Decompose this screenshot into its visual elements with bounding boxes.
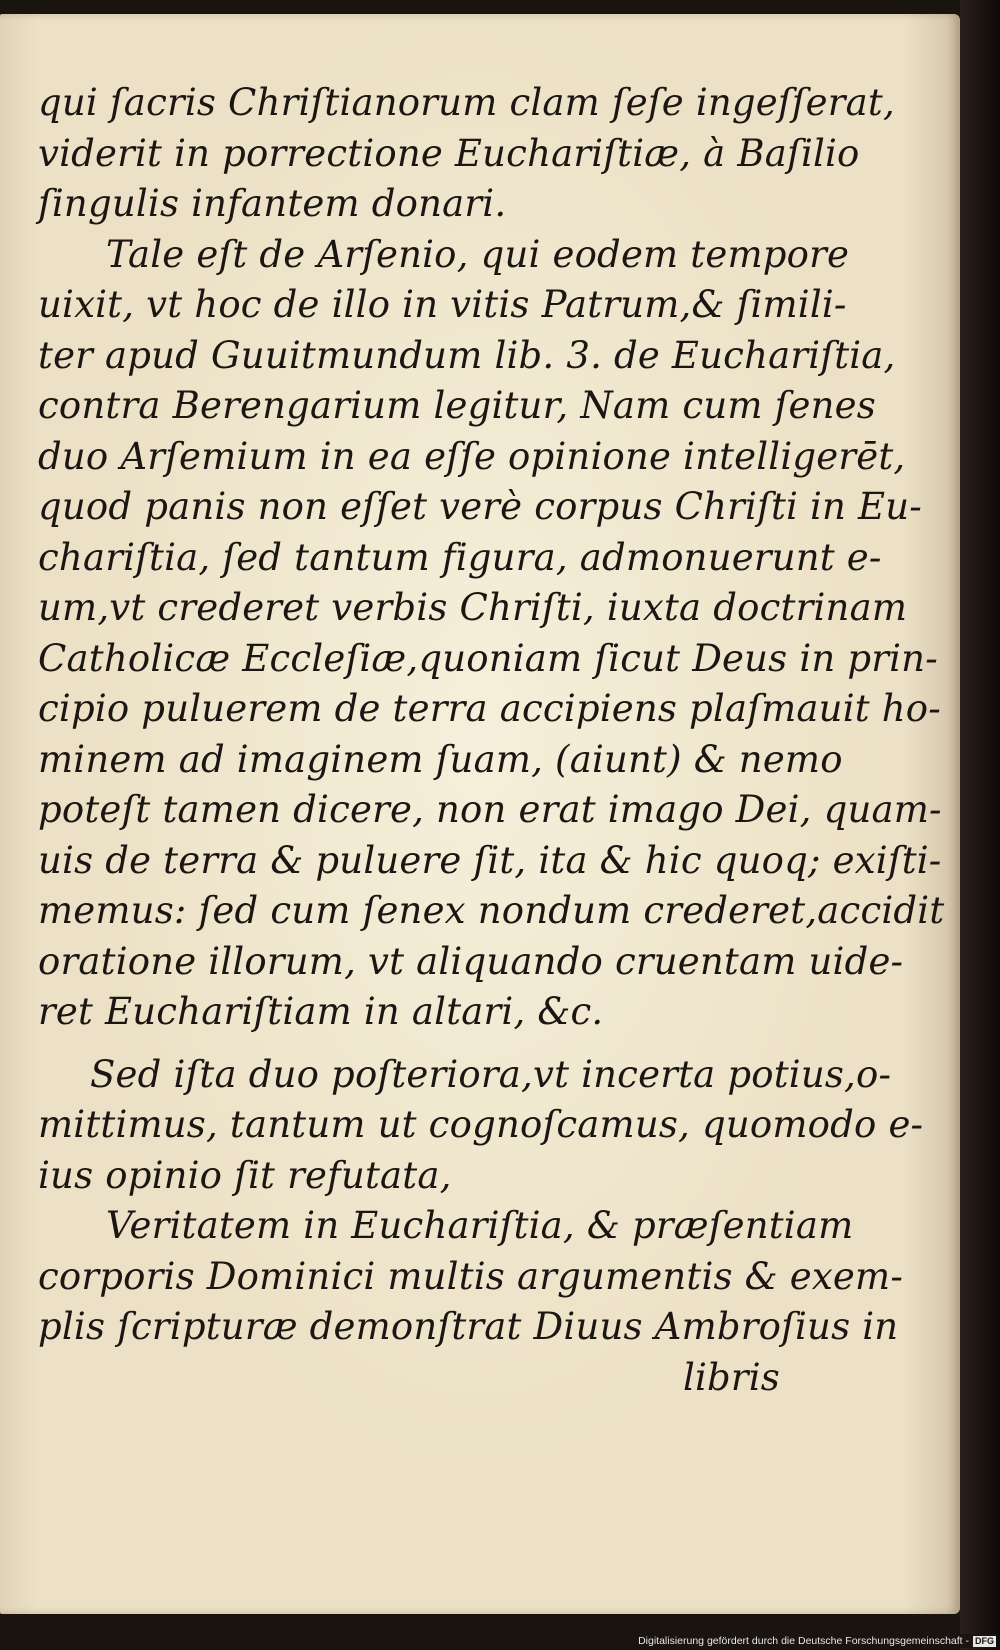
- text-line: quod panis non eſſet verè corpus Chriſti in Eu-: [38, 485, 922, 528]
- text-line: ret Euchariſtiam in altari, &c.: [38, 990, 604, 1033]
- text-line: poteſt tamen dicere, non erat imago Dei, quam-: [38, 788, 942, 831]
- text-line: plis ſcripturæ demonſtrat Diuus Ambroſius in: [38, 1305, 899, 1348]
- text-line: qui ſacris Chriſtianorum clam ſeſe ingeſſerat,: [38, 81, 895, 124]
- book-edge-shadow: [960, 0, 1000, 1650]
- text-line: ter apud Guuitmundum lib. 3. de Euchariſtia,: [38, 333, 896, 377]
- text-line: Tale eſt de Arſenio, qui eodem tempore: [106, 232, 850, 276]
- text-line: duo Arſemium in ea eſſe opinione intelligerēt,: [38, 434, 906, 478]
- book-page: [0, 14, 960, 1614]
- text-line: minem ad imaginem ſuam, (aiunt) & nemo: [38, 737, 843, 781]
- paragraph-gap: [38, 1038, 780, 1050]
- text-line: Catholicæ Eccleſiæ,quoniam ſicut Deus in prin-: [38, 636, 938, 680]
- text-line: uixit, vt hoc de illo in vitis Patrum,& ſimili-: [38, 283, 847, 326]
- text-line: oratione illorum, vt aliquando cruentam uide-: [38, 939, 904, 983]
- text-line: Sed iſta duo poſteriora,vt incerta potius,o-: [90, 1052, 892, 1096]
- text-line: viderit in porrectione Euchariſtiæ, à Baſilio: [38, 131, 860, 175]
- text-line: Veritatem in Euchariſtia, & præſentiam: [106, 1204, 854, 1247]
- page-text: [38, 78, 945, 1403]
- text-line: ſingulis infantem donari.: [38, 182, 507, 225]
- text-line: cipio puluerem de terra accipiens plaſmauit ho-: [38, 687, 941, 730]
- digitization-credit: [632, 1634, 996, 1648]
- credit-text: Digitalisierung gefördert durch die Deutsche Forschungsgemeinschaft -: [638, 1635, 969, 1647]
- text-line: mittimus, tantum ut cognoſcamus, quomodo e-: [38, 1103, 924, 1146]
- dfg-logo-icon: DFG: [975, 1635, 994, 1646]
- text-line: corporis Dominici multis argumentis & exem-: [38, 1254, 904, 1298]
- text-line: chariſtia, ſed tantum figura, admonuerunt e-: [38, 535, 882, 579]
- text-line: uis de terra & puluere ſit, ita & hic quoq; exiſti-: [38, 838, 942, 882]
- text-line: memus: ſed cum ſenex nondum crederet,accidit: [38, 889, 945, 932]
- catchword: libris: [682, 1355, 780, 1399]
- text-line: um,vt crederet verbis Chriſti, iuxta doctrinam: [38, 586, 908, 629]
- text-line: contra Berengarium legitur, Nam cum ſenes: [38, 384, 876, 427]
- text-line: ius opinio ſit refutata,: [38, 1153, 452, 1197]
